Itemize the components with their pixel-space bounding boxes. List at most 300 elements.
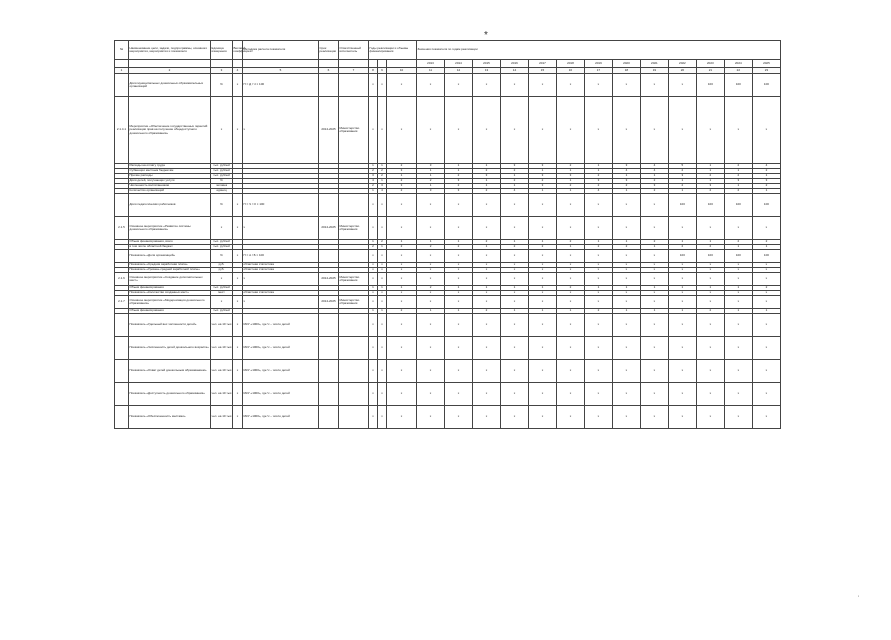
cell-value: х (556, 217, 584, 240)
column-number: 13 (473, 68, 501, 74)
cell-period (319, 314, 339, 337)
cell-value: х (556, 314, 584, 337)
cell-value: 1 (387, 174, 417, 179)
cell-value: х (445, 194, 473, 217)
cell-value: х (612, 296, 640, 309)
cell-no (115, 406, 129, 429)
cell-value: х (387, 273, 417, 286)
cell-value: 2 (528, 245, 556, 250)
cell-value: 1 (556, 169, 584, 174)
cell-name: Доля педагогических работников (129, 194, 211, 217)
cell-value: х (528, 296, 556, 309)
cell-value: 3 (724, 179, 752, 184)
cell-value: х (417, 268, 445, 273)
cell-value: 1 (640, 245, 668, 250)
cell-name: Показатель «Численность детей дошкольного возраста» (129, 337, 211, 360)
cell-value: х (473, 74, 501, 97)
cell-value: х (528, 337, 556, 360)
program-table (114, 40, 781, 429)
cell-value: 1 (696, 179, 724, 184)
cell-value: 3 (528, 164, 556, 169)
cell-value: х (369, 268, 378, 273)
header-exec: Ответственный исполнитель (339, 41, 369, 60)
cell-value: 1 (668, 309, 696, 314)
cell-value: 1 (500, 184, 528, 189)
cell-value: х (445, 273, 473, 286)
cell-value: 2 (752, 286, 780, 291)
cell-value: 100 (724, 194, 752, 217)
cell-name: в том числе областной бюджет (129, 245, 211, 250)
cell-value: 3 (556, 174, 584, 179)
cell-name: Объем финансирования (129, 309, 211, 314)
cell-value: 1 (640, 174, 668, 179)
cell-value: 2 (724, 189, 752, 194)
cell-value: х (668, 97, 696, 164)
column-number: 4 (233, 68, 243, 74)
column-number: 3 (211, 68, 233, 74)
cell-unit: чел. на 10 тыс. (211, 337, 233, 360)
cell-unit: % (211, 250, 233, 263)
column-number: 7 (339, 68, 369, 74)
cell-value: 2 (528, 179, 556, 184)
cell-value: 2 (612, 245, 640, 250)
cell-value: х (500, 268, 528, 273)
cell-weight: х (233, 194, 243, 217)
cell-value: х (500, 263, 528, 268)
cell-value: 3 (445, 179, 473, 184)
cell-value: х (640, 337, 668, 360)
cell-value: 1 (417, 240, 445, 245)
cell-value: х (556, 263, 584, 268)
cell-value: 1 (387, 240, 417, 245)
cell-value: 4 (378, 189, 387, 194)
cell-value: 1 (640, 309, 668, 314)
cell-value: 1 (696, 169, 724, 174)
header-period: Срок реализации (319, 41, 339, 60)
cell-value: х (556, 97, 584, 164)
cell-value: 1 (445, 164, 473, 169)
cell-value: 1 (445, 240, 473, 245)
cell-value: 3 (473, 174, 501, 179)
cell-name: Субвенции местным бюджетам (129, 169, 211, 174)
cell-value: х (528, 406, 556, 429)
cell-value: х (369, 263, 378, 268)
cell-value: 4 (612, 169, 640, 174)
cell-value: х (528, 97, 556, 164)
cell-value: 2 (584, 184, 612, 189)
cell-unit: % (211, 179, 233, 184)
cell-value: 2 (556, 286, 584, 291)
cell-value: 2 (445, 184, 473, 189)
cell-value: х (387, 406, 417, 429)
header-spacer (115, 60, 129, 68)
cell-name: Показатель «Охват детей дошкольным образованием» (129, 360, 211, 383)
cell-value: х (369, 296, 378, 309)
cell-name: Объем финансирования (129, 286, 211, 291)
cell-name: Основное мероприятие «Создание дополнительных мест» (129, 273, 211, 286)
cell-method: х (243, 273, 319, 286)
cell-value: х (752, 97, 780, 164)
cell-value: х (640, 360, 668, 383)
edge-mark: ' (858, 596, 860, 602)
cell-value: х (387, 291, 417, 296)
column-number: 23 (752, 68, 780, 74)
cell-value: х (417, 314, 445, 337)
cell-value: х (473, 291, 501, 296)
cell-value: х (724, 291, 752, 296)
cell-value: х (378, 291, 387, 296)
cell-period (319, 74, 339, 97)
cell-value: х (724, 268, 752, 273)
cell-value: 1 (500, 309, 528, 314)
cell-value: 1 (473, 179, 501, 184)
header-spacer (378, 60, 387, 68)
cell-weight: х (233, 217, 243, 240)
cell-method: МКУ «1000», где Ч – число детей (243, 406, 319, 429)
cell-value: х (528, 217, 556, 240)
cell-value: 3 (369, 174, 378, 179)
cell-value: 3 (612, 164, 640, 169)
column-number: 6 (319, 68, 339, 74)
cell-value: 3 (378, 184, 387, 189)
header-year: 2022 (668, 60, 696, 68)
cell-value: х (640, 97, 668, 164)
cell-value: х (640, 314, 668, 337)
table-row (115, 296, 781, 309)
cell-value: 1 (473, 164, 501, 169)
column-number: 12 (445, 68, 473, 74)
header-year: 2018 (556, 60, 584, 68)
cell-value: х (473, 406, 501, 429)
cell-value: х (445, 217, 473, 240)
cell-value: х (724, 383, 752, 406)
cell-value: х (417, 406, 445, 429)
cell-value: х (696, 296, 724, 309)
cell-value: х (612, 263, 640, 268)
cell-value: х (387, 217, 417, 240)
cell-weight: х (233, 74, 243, 97)
cell-value: 1 (369, 309, 378, 314)
cell-value: х (500, 337, 528, 360)
cell-value: х (445, 296, 473, 309)
cell-value: 1 (556, 179, 584, 184)
cell-exec: Министерство образования (339, 273, 369, 286)
cell-value: 2 (556, 240, 584, 245)
column-number: 20 (668, 68, 696, 74)
table-row (115, 406, 781, 429)
cell-value: х (417, 360, 445, 383)
cell-value: 2 (387, 309, 417, 314)
cell-value: 1 (752, 174, 780, 179)
cell-value: х (445, 360, 473, 383)
column-number: 17 (584, 68, 612, 74)
cell-value: х (417, 273, 445, 286)
cell-value: х (387, 314, 417, 337)
cell-unit: х (211, 273, 233, 286)
header-year: 2021 (640, 60, 668, 68)
cell-value: х (417, 291, 445, 296)
cell-value: х (696, 383, 724, 406)
cell-value: 1 (612, 240, 640, 245)
cell-period (319, 383, 339, 406)
cell-value: 2 (668, 184, 696, 189)
cell-name: Показатель «Средняя заработная плата» (129, 263, 211, 268)
cell-value: х (378, 337, 387, 360)
cell-unit: тыс. рублей (211, 169, 233, 174)
cell-value: х (528, 250, 556, 263)
cell-name: Показатель «Доступность дошкольного образования» (129, 383, 211, 406)
cell-value: х (724, 273, 752, 286)
cell-value: х (724, 97, 752, 164)
cell-exec (339, 74, 369, 97)
cell-exec (339, 314, 369, 337)
cell-value: х (696, 217, 724, 240)
cell-exec (339, 250, 369, 263)
cell-value: 4 (640, 169, 668, 174)
header-spacer (233, 60, 243, 68)
cell-value: 2 (500, 169, 528, 174)
cell-value: х (445, 268, 473, 273)
cell-value: х (556, 291, 584, 296)
column-number: 9 (378, 68, 387, 74)
cell-value: х (696, 337, 724, 360)
cell-value: 1 (612, 286, 640, 291)
cell-value: х (752, 337, 780, 360)
cell-value: 2 (696, 309, 724, 314)
cell-value: х (696, 291, 724, 296)
header-year: 2020 (612, 60, 640, 68)
cell-exec: Министерство образования (339, 97, 369, 164)
cell-value: х (752, 268, 780, 273)
cell-value: 1 (556, 189, 584, 194)
header-year: 2025 (752, 60, 780, 68)
cell-period: 2014-2025 (319, 273, 339, 286)
cell-value: х (668, 314, 696, 337)
table-row (115, 360, 781, 383)
cell-value: х (528, 314, 556, 337)
years-header-row (115, 60, 781, 68)
cell-value: 1 (668, 179, 696, 184)
cell-value: 1 (369, 240, 378, 245)
header-year: 2016 (500, 60, 528, 68)
cell-value: 100 (752, 194, 780, 217)
cell-value: 3 (387, 169, 417, 174)
cell-value: 1 (500, 240, 528, 245)
cell-name: Показатель «Уровень средней заработной платы» (129, 268, 211, 273)
cell-value: 2 (640, 179, 668, 184)
cell-value: х (584, 74, 612, 97)
cell-value: 2 (724, 164, 752, 169)
cell-period (319, 250, 339, 263)
cell-value: 1 (528, 189, 556, 194)
cell-value: х (752, 291, 780, 296)
cell-weight: х (233, 296, 243, 309)
cell-value: 2 (724, 240, 752, 245)
cell-value: 2 (378, 169, 387, 174)
cell-method: МКУ «1000», где Ч – число детей (243, 337, 319, 360)
header-spacer (319, 60, 339, 68)
header-targets: Значения показателя по годам реализации (417, 41, 781, 60)
cell-name: Доля муниципальных дошкольных образовательных организаций (129, 74, 211, 97)
cell-exec: Министерство образования (339, 296, 369, 309)
cell-value: х (417, 217, 445, 240)
header-name: Наименование цели, задачи, подпрограммы, основного мероприятия, мероприятия и показателя (129, 41, 211, 60)
cell-name: Показатель «Количество созданных мест» (129, 291, 211, 296)
header-year: 2017 (528, 60, 556, 68)
cell-value: 1 (612, 309, 640, 314)
cell-value: 1 (445, 286, 473, 291)
cell-value: 1 (640, 286, 668, 291)
cell-value: 4 (752, 164, 780, 169)
cell-value: х (612, 97, 640, 164)
cell-value: х (752, 263, 780, 268)
cell-value: 1 (445, 169, 473, 174)
cell-value: х (724, 337, 752, 360)
cell-value: 3 (668, 174, 696, 179)
cell-value: х (612, 217, 640, 240)
cell-value: 1 (668, 286, 696, 291)
cell-value: 2 (584, 245, 612, 250)
cell-unit: чел. на 10 тыс. (211, 314, 233, 337)
table-row (115, 314, 781, 337)
column-number: 10 (387, 68, 417, 74)
cell-period (319, 406, 339, 429)
cell-value: 1 (696, 240, 724, 245)
cell-name: Показатель «Удельный вес численности детей» (129, 314, 211, 337)
cell-value: 1 (417, 169, 445, 174)
cell-value: 1 (556, 309, 584, 314)
cell-value: х (752, 273, 780, 286)
cell-value: х (584, 194, 612, 217)
cell-value: х (500, 217, 528, 240)
cell-value: х (387, 383, 417, 406)
cell-value: 3 (417, 164, 445, 169)
cell-value: х (445, 337, 473, 360)
cell-value: х (378, 217, 387, 240)
header-year: 2014 (445, 60, 473, 68)
header-year: 2019 (584, 60, 612, 68)
cell-value: 2 (752, 184, 780, 189)
cell-value: х (640, 250, 668, 263)
cell-no (115, 337, 129, 360)
cell-weight: х (233, 97, 243, 164)
cell-value: х (369, 74, 378, 97)
cell-value: 4 (500, 189, 528, 194)
cell-method: МКУ «1000», где Ч – число детей (243, 383, 319, 406)
cell-value: х (369, 217, 378, 240)
cell-value: х (387, 194, 417, 217)
column-number: 16 (556, 68, 584, 74)
cell-no (115, 314, 129, 337)
cell-unit: х (211, 217, 233, 240)
cell-value: х (473, 268, 501, 273)
cell-value: х (378, 314, 387, 337)
cell-value: 2 (369, 184, 378, 189)
cell-value: х (696, 263, 724, 268)
cell-value: х (556, 268, 584, 273)
cell-value: 2 (378, 240, 387, 245)
cell-value: х (473, 263, 501, 268)
cell-value: х (612, 383, 640, 406)
cell-value: х (612, 406, 640, 429)
cell-method: П = А / Б × 100 (243, 250, 319, 263)
cell-value: 2 (473, 309, 501, 314)
cell-name: Расходы на оплату труда (129, 164, 211, 169)
cell-value: 3 (752, 179, 780, 184)
cell-value: х (612, 291, 640, 296)
cell-value: 2 (417, 179, 445, 184)
cell-value: 1 (724, 286, 752, 291)
cell-unit: единиц (211, 189, 233, 194)
cell-name: Основное мероприятие «Модернизация дошкольного образования» (129, 296, 211, 309)
cell-value: 2 (387, 245, 417, 250)
header-spacer (339, 60, 369, 68)
cell-value: 2 (445, 174, 473, 179)
cell-value: х (640, 273, 668, 286)
cell-no (115, 250, 129, 263)
cell-value: 1 (378, 309, 387, 314)
cell-value: 4 (640, 164, 668, 169)
cell-value: х (387, 97, 417, 164)
cell-value: 3 (528, 174, 556, 179)
cell-name: Мероприятие «Обеспечение государственных гарантий реализации прав на получение общедоступного дошкольного образования» (129, 97, 211, 164)
cell-value: х (369, 383, 378, 406)
cell-value: х (752, 217, 780, 240)
cell-value: 3 (696, 184, 724, 189)
cell-method: х (243, 296, 319, 309)
cell-method: х (243, 97, 319, 164)
cell-weight: х (233, 383, 243, 406)
cell-unit: тыс. рублей (211, 174, 233, 179)
cell-no: 2.1.7 (115, 296, 129, 309)
cell-value: х (378, 406, 387, 429)
cell-value: 1 (500, 174, 528, 179)
cell-value: х (584, 406, 612, 429)
cell-value: х (668, 268, 696, 273)
cell-value: х (584, 250, 612, 263)
cell-value: х (500, 194, 528, 217)
cell-value: 5 (668, 164, 696, 169)
cell-method: областная статистика (243, 268, 319, 273)
cell-value: 100 (696, 74, 724, 97)
cell-value: 3 (584, 179, 612, 184)
header-spacer (129, 60, 211, 68)
cell-value: х (668, 291, 696, 296)
column-number: 5 (243, 68, 319, 74)
cell-value: 2 (369, 245, 378, 250)
cell-value: х (640, 383, 668, 406)
cell-value: х (696, 97, 724, 164)
cell-name: Численность воспитанников (129, 184, 211, 189)
cell-value: 3 (417, 189, 445, 194)
header-year: 2024 (724, 60, 752, 68)
cell-weight: х (233, 406, 243, 429)
cell-value: х (584, 383, 612, 406)
cell-value: х (387, 74, 417, 97)
column-number: 8 (369, 68, 378, 74)
cell-value: 1 (584, 240, 612, 245)
cell-value: х (752, 314, 780, 337)
cell-unit: х (211, 296, 233, 309)
cell-period (319, 194, 339, 217)
cell-value: х (473, 360, 501, 383)
cell-value: 2 (387, 189, 417, 194)
cell-value: х (387, 263, 417, 268)
cell-weight: х (233, 360, 243, 383)
cell-value: х (417, 296, 445, 309)
column-number: 22 (724, 68, 752, 74)
cell-value: х (369, 291, 378, 296)
